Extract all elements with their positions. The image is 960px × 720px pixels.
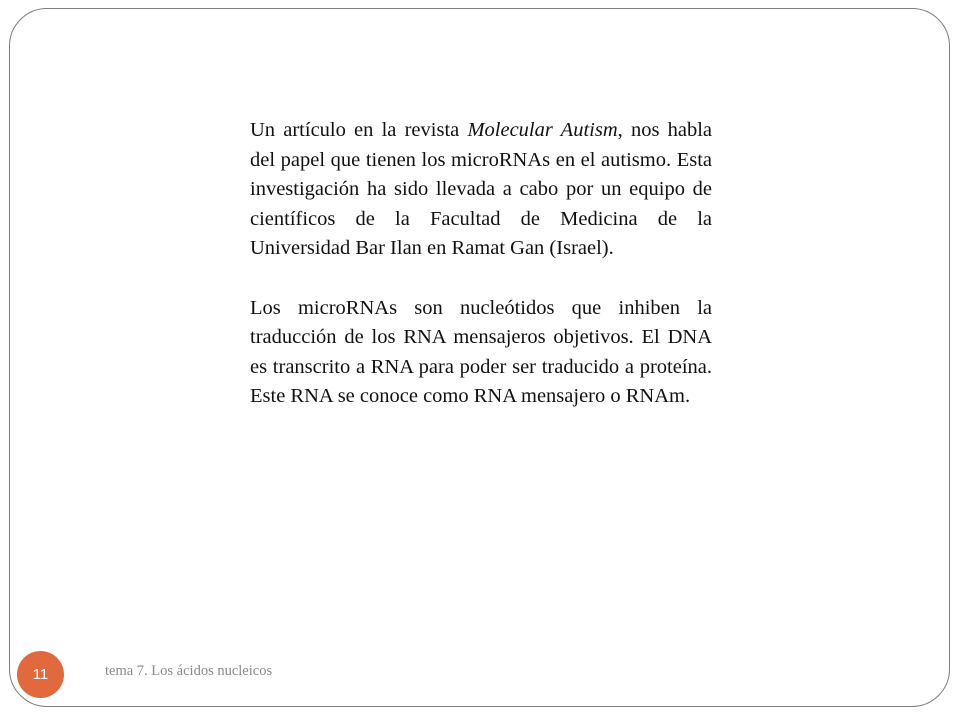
paragraph-1 xyxy=(250,116,712,264)
paragraph-1-end: , nos habla del papel que tienen los microRNAs en el autismo. Esta investigación ha sido llevada a cabo por un equipo de científicos de la Facultad de Medicina de la Universidad Bar Ilan en Ramat Gan (Israel). xyxy=(250,119,713,260)
footer-title: tema 7. Los ácidos nucleicos xyxy=(105,663,273,679)
slide-body xyxy=(250,116,712,412)
journal-title: Molecular Autism xyxy=(467,119,618,141)
page-number-badge: 11 xyxy=(17,651,64,698)
paragraph-2: Los microRNAs son nucleótidos que inhiben la traducción de los RNA mensajeros objetivos. El DNA es transcrito a RNA para poder ser traducido a proteína. Este RNA se conoce como RNA mensajero o RNAm. xyxy=(250,296,712,408)
paragraph-1-start: Un artículo en la revista xyxy=(250,119,468,141)
